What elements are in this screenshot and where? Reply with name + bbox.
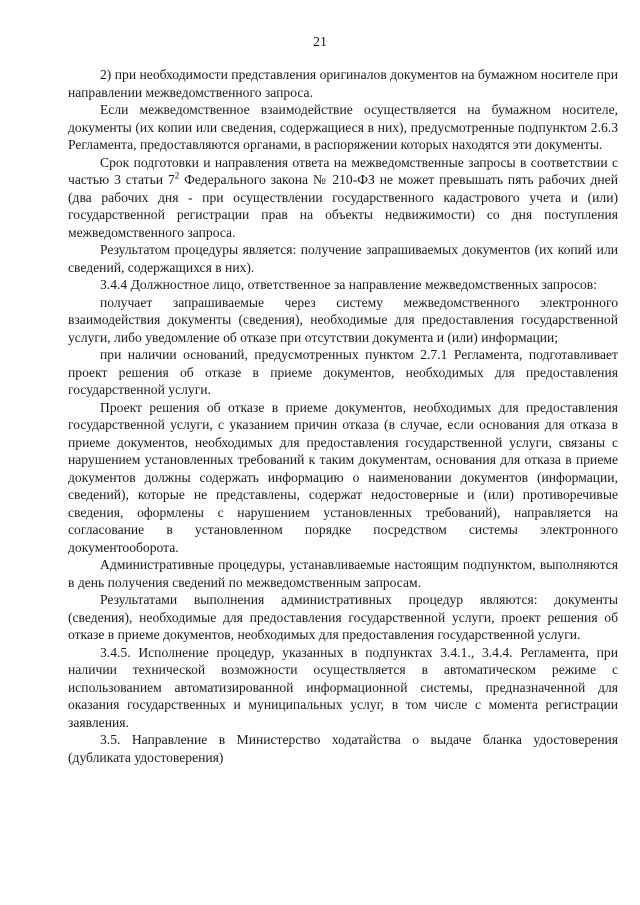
document-body	[68, 66, 618, 766]
paragraph: Результатом процедуры является: получение запрашиваемых документов (их копий или сведений, содержащихся в них).	[68, 242, 618, 275]
paragraph: Срок подготовки и направления ответа на межведомственные запросы в соответствии с частью 3 статьи $7^2$ Федерального закона № 210-ФЗ не может превышать пять рабочих дней (два рабочих дня - при осуществлении государственного кадастрового учета и (или) государственной регистрации прав на объекты недвижимости) со дня поступления межведомственного запроса.	[68, 154, 618, 240]
paragraph: получает запрашиваемые через систему межведомственного электронного взаимодействия документы (сведения), необходимые для предоставления государственной услуги, либо уведомление об отказе при отсутствии документа и (или) информации;	[68, 294, 618, 345]
paragraph: 2) при необходимости представления оригиналов документов на бумажном носителе при направлении межведомственного запроса.	[68, 67, 618, 100]
paragraph: 3.4.4 Должностное лицо, ответственное за направление межведомственных запросов:	[100, 277, 597, 292]
paragraph: Административные процедуры, устанавливаемые настоящим подпунктом, выполняются в день получения сведений по межведомственным запросам.	[68, 557, 618, 590]
page-number: 21	[313, 35, 327, 50]
paragraph: Если межведомственное взаимодействие осуществляется на бумажном носителе, документы (их копии или сведения, содержащиеся в них), предусмотренные подпунктом 2.6.3 Регламента, предоставляются органами, в распоряжении которых находятся эти документы.	[68, 102, 618, 152]
paragraph: Проект решения об отказе в приеме документов, необходимых для предоставления государственной услуги, с указанием причин отказа (в случае, если основания для отказа в приеме документов, необходимых для предоставления государственной услуги, связаны с нарушением установленных требований к таким документам, основания для отказа в приеме документов должны содержать информацию о наименовании документов (информации, сведений), которые не представлены, содержат недостоверные и (или) противоречивые сведения, оформлены с нарушением установленных требований), направляется на согласование в установленном порядке посредством системы электронного документооборота.	[68, 399, 618, 555]
paragraph: 3.4.5. Исполнение процедур, указанных в подпунктах 3.4.1., 3.4.4. Регламента, при наличии технической возможности осуществляется в автоматическом режиме с использованием автоматизированной информационной системы, предназначенной для оказания государственных и муниципальных услуг, в том числе с момента регистрации заявления.	[68, 644, 618, 730]
paragraph: 3.5. Направление в Министерство ходатайства о выдаче бланка удостоверения (дубликата удостоверения)	[68, 732, 618, 765]
paragraph: при наличии оснований, предусмотренных пунктом 2.7.1 Регламента, подготавливает проект решения об отказе в приеме документов, необходимых для предоставления государственной услуги.	[68, 347, 618, 397]
paragraph: Результатами выполнения административных процедур являются: документы (сведения), необходимые для предоставления государственной услуги, проект решения об отказе в приеме документов, необходимых для предоставления государственной услуги.	[68, 592, 618, 642]
